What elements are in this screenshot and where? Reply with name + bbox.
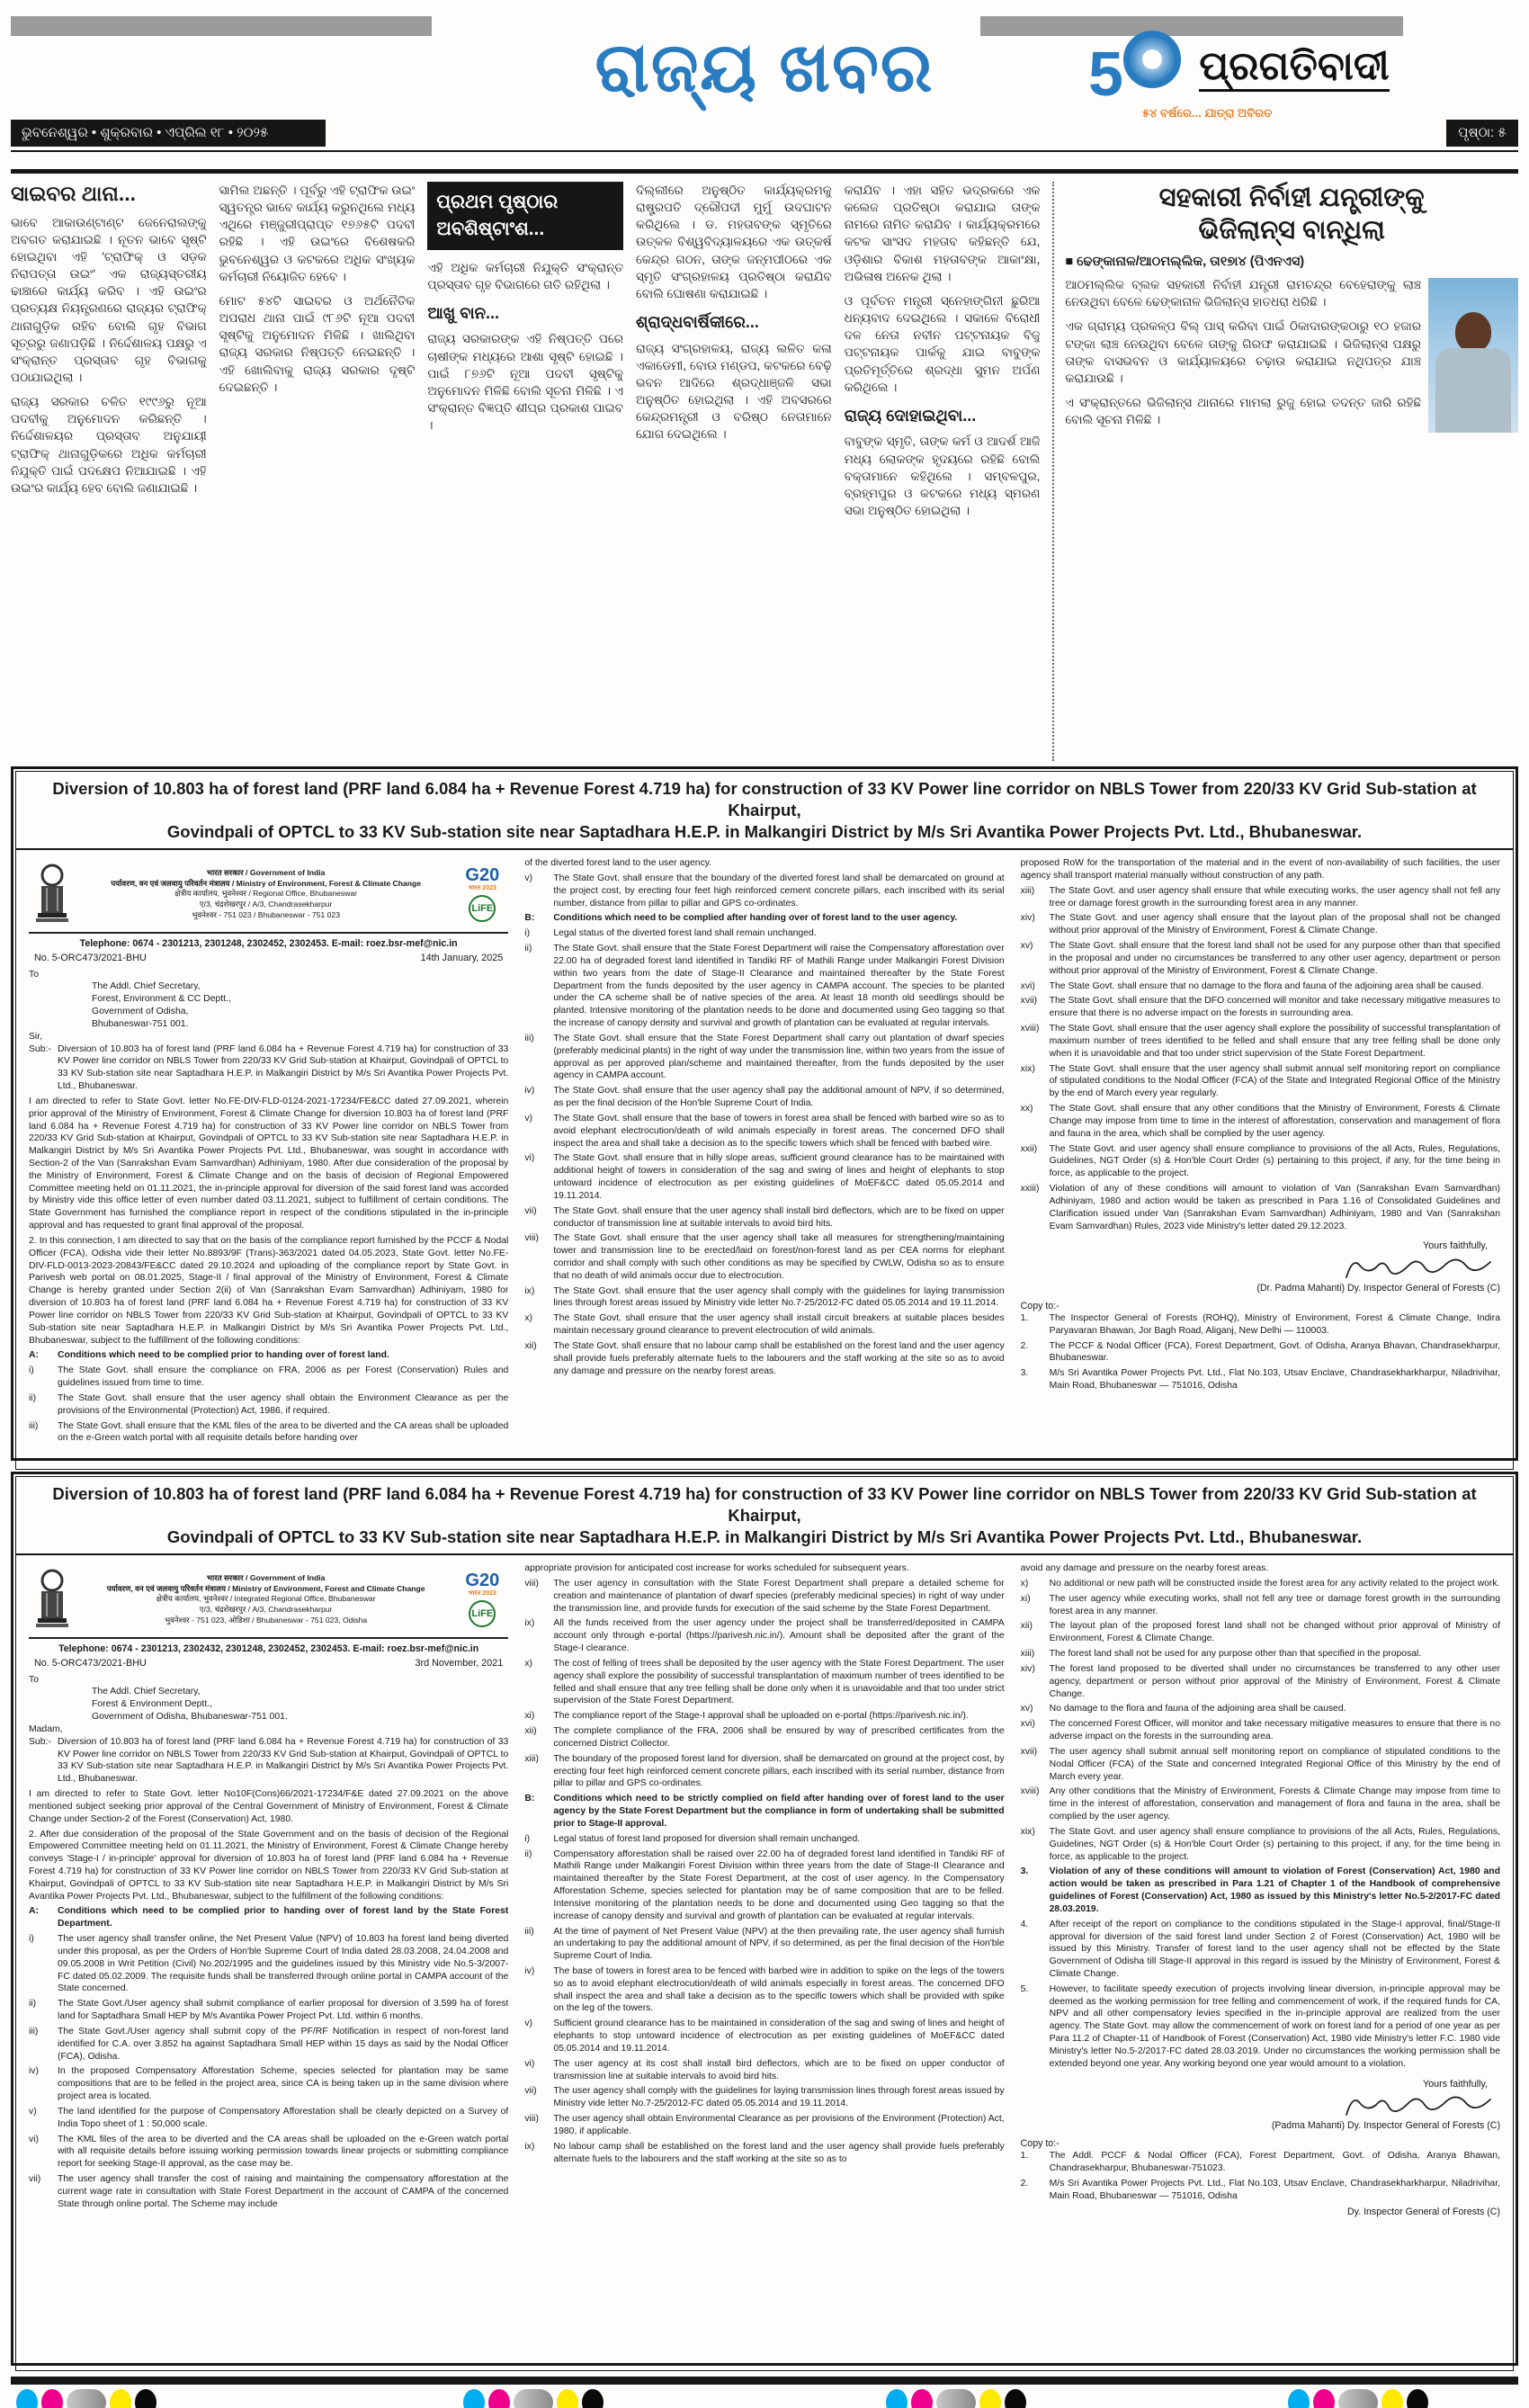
section-title: ରାଜ୍ୟ ଖବର	[595, 30, 934, 106]
masthead-tagline: ୫୪ ବର୍ଷରେ... ଯାତ୍ରା ଅବିରତ	[1142, 106, 1273, 120]
notice-condition-item: iv) The base of towers in forest area to be fenced with barbed wire in addition to spike on the legs of the towers so as to avoid elephant electrocution/death of wild animals especially in forest areas. The concerned DFO shall inspect the area and shall take a decision as to the specific towers which shall be provided with spike on the leg of the towers.	[524, 1965, 1005, 2014]
print-registration-marks	[1288, 2389, 1428, 2408]
notice-condition-item: 4. After receipt of the report on compliance to the conditions stipulated in the Stage-I approval, final/Stage-II approval for diversion of the said forest land under Section 2 of Forest (Conservation) Act, 1980 will be issued by this Ministry. Transfer of forest land to the user agency shall not be effected by the State Government of Odisha till Stage-II approval in this regard is issued by the Ministry of Environment, Forest & Climate Change.	[1020, 1919, 1500, 1979]
notice-condition-item: xiv) The State Govt. and user agency shall ensure that the layout plan of the proposal shall not be changed without prior approval of the Ministry of Environment, Forest & Climate Change.	[1020, 913, 1500, 936]
copy-to-item: 2. The PCCF & Nodal Officer (FCA), Forest Department, Govt. of Odisha, Aranya Bhavan, Chandrasekharpur, Bhubaneswar.	[1020, 1340, 1500, 1364]
notice-condition-item: vi) The user agency at its cost shall install bird deflectors, which are to be fixed on upper conductor of transmission line at suitable intervals to avoid bird hits.	[524, 2058, 1005, 2081]
magenta-dot	[41, 2389, 63, 2408]
news-photo	[1428, 278, 1518, 433]
article-headline: ସାଇବର ଥାନା...	[11, 182, 136, 205]
valediction: Yours faithfully,	[1422, 2078, 1488, 2090]
addressee-line: Forest & Environment Deptt.,	[92, 1699, 212, 1710]
signature-block	[1021, 2078, 1500, 2132]
notice-condition-item: v) The State Govt. shall ensure that the boundary of the diverted forest land shall be demarcated on ground at the project cost, by erecting four feet high reinforced cement concrete pillars, each inscribed with its serial number, distance from pillar to pillar and GPS co-ordinates.	[524, 873, 1005, 909]
copy-to-label: Copy to:-	[1020, 1300, 1060, 1311]
notice1-column-2	[524, 857, 1004, 1462]
notice1-column-1	[29, 857, 508, 1462]
print-registration-marks	[16, 2389, 156, 2408]
notice-condition-item: xvi) The concerned Forest Officer, will monitor and take necessary mitigative measures to ensure that there is no adverse impact on the forests in the surrounding area.	[1020, 1719, 1500, 1742]
notice-condition-item: ii) Compensatory afforestation shall be raised over 22.00 ha of degraded forest land identified in Tandiki RF of Mathili Range under Malkangiri Forest Division within three years from the date of Stage-II Clearance and maintained thereafter by the State Forest Department, at the cost of user agency. In the Compensatory Afforestation Scheme, species selected for plantation may be of same composition that are to be felled. Intensive monitoring of the plantation needs to be done and documented using Geo tagging so that the increase of canopy density and survival and growth of plantation can be evaluated at regular intervals.	[524, 1849, 1005, 1921]
letterhead-gov-line: भारत सरकार / Government of India	[206, 868, 326, 878]
addressee-line: The Addl. Chief Secretary,	[92, 981, 201, 992]
gray-dot	[67, 2389, 106, 2408]
notice-text-item: iii) The State Govt. shall ensure that the KML files of the area to be diverted and the CA areas shall be uploaded on the e-Green watch portal with all requisite details before handing over	[29, 1420, 509, 1444]
cyan-dot	[1288, 2389, 1310, 2408]
notice-title: Diversion of 10.803 ha of forest land (PRF land 6.084 ha + Revenue Forest 4.719 ha) for construction of 33 KV Power line corridor on NBLS Tower from 220/33 KV Grid Sub-station at Khairput, Govindpali of OPTCL to 33 KV Sub-station site near Saptadhara H.E.P. in Malkangiri District by M/s Sri Avantika Power Projects Pvt. Ltd., Bhubaneswar.	[16, 772, 1513, 850]
notice-condition-item: iv) The State Govt. shall ensure that the user agency shall pay the additional amount of NPV, if so determined, as per the final decision of the Hon'ble Supreme Court of India.	[524, 1086, 1005, 1109]
notice-condition-item: viii) The user agency shall obtain Environmental Clearance as per provisions of the Environment (Protection) Act, 1980, if applicable.	[524, 2114, 1005, 2136]
notice-condition-item: B: Conditions which need to be complied after handing over of forest land to the user agency.	[524, 913, 958, 924]
page-number: ପୃଷ୍ଠା: ୫	[1446, 120, 1518, 147]
masthead-logo-cluster	[1088, 31, 1466, 121]
addressee-block	[92, 1686, 508, 1723]
salutation: Madam,	[29, 1723, 63, 1734]
article-paragraph: ରାଜ୍ୟ ସଂଗ୍ରହାଳୟ, ରାଜ୍ୟ ଲଳିତ କଳା ଏକାଡେମୀ, ବୋଉ ମଣ୍ଡପ, କଟକରେ ବେଢ଼ି ଭବନ ଆଦିରେ ଶ୍ରଦ୍ଧାଞ୍ଜଳି ସଭା ଅନୁଷ୍ଠିତ ହୋଇଥିଲା । ଏହି ଅବସରରେ କେନ୍ଦ୍ରମନ୍ତ୍ରୀ ଓ ବରିଷ୍ଠ ନେତାମାନେ ଯୋଗ ଦେଇଥିଲେ ।	[636, 341, 832, 442]
letterhead-address-line1: ए/3, चंद्रशेखरपुर / A/3, Chandrasekharpur	[199, 899, 333, 909]
copy-to-item: 1. The Inspector General of Forests (ROHQ), Ministry of Environment, Forest & Climate Change, Indira Paryavaran Bhawan, Jor Bagh Road, Aliganj, New Delhi — 110003.	[1020, 1312, 1500, 1336]
article-paragraph: ଭାବେ ଆକାଉଣ୍ଟାଣ୍ଟ ଜେନେରାଲଙ୍କୁ ଅବଗତ କରାଯାଇଛି । ନୂତନ ଭାବେ ସୃଷ୍ଟି ହୋଇଥିବା ଏହି 'ଟ୍ରାଫିକ୍ ଓ ସଡ଼କ ନିରାପତ୍ତା ଉଇଂ' ଏକ ରାଜ୍ୟସ୍ତରୀୟ ଢାଞ୍ଚାରେ କାର୍ଯ୍ୟ କରିବ । ଏହି ଉଇଂର ପ୍ରତ୍ୟକ୍ଷ ନିୟନ୍ତ୍ରଣରେ ରାଜ୍ୟର ଟ୍ରାଫିକ୍ ଥାନାଗୁଡ଼ିକ ରହିବ ବୋଲି ଗୃହ ବିଭାଗ ସୂତ୍ରରୁ ଜଣାପଡ଼ିଛି । ନିର୍ଦ୍ଦେଶାଳୟ ପକ୍ଷରୁ ଏ ସଂକ୍ରାନ୍ତ ପ୍ରସ୍ତାବ ଗୃହ ବିଭାଗକୁ ପଠାଯାଇଥିଲା ।	[11, 215, 207, 384]
magenta-dot	[911, 2389, 933, 2408]
signature-icon	[1342, 2092, 1495, 2119]
g20-logo-subtext: भारत 2023	[468, 884, 496, 891]
valediction: Yours faithfully,	[1422, 1240, 1488, 1252]
yellow-dot	[557, 2389, 578, 2408]
black-dot	[135, 2389, 156, 2408]
notice-condition-item: xvii) The user agency shall submit annual self monitoring report on compliance of stipulated conditions to the Nodal Officer (FCA) of the State and concerned Integrated Regional Office of this Ministry by the end of March every year.	[1020, 1746, 1500, 1782]
notice2-column-3	[1021, 1562, 1500, 2363]
notice-condition-item: xi) The user agency while executing works, shall not fell any tree or damage forest growth in the surrounding forest area in any manner.	[1020, 1593, 1500, 1616]
gray-dot	[936, 2389, 976, 2408]
notice-condition-item: xix) The State Govt. shall ensure that the user agency shall submit annual self monitoring report on compliance of stipulated conditions to the Nodal Officer (FCA) of the State and Integrated Regional Office of the Ministry by the end of March every year regularly.	[1020, 1063, 1500, 1099]
article-paragraph: ଦିଲ୍ଲୀରେ ଅନୁଷ୍ଠିତ କାର୍ଯ୍ୟକ୍ରମକୁ ରାଷ୍ଟ୍ରପତି ଦ୍ରୌପଦୀ ମୁର୍ମୁ ଉଦଘାଟନ କରିଥିଲେ । ଡ. ମହତାବଙ୍କ ସ୍ମୃତିରେ ଉତ୍କଳ ବିଶ୍ୱବିଦ୍ୟାଳୟରେ ଏକ ଉତ୍କର୍ଷ କେନ୍ଦ୍ର ଗଠନ, ତାଙ୍କ ଜନ୍ମପୀଠରେ ଏକ ସ୍ମୃତି ସଂଗ୍ରହାଳୟ ପ୍ରତିଷ୍ଠା କରାଯିବ ବୋଲି ଘୋଷଣା କରାଯାଇଛି ।	[636, 184, 832, 300]
letterhead-ministry-line: पर्यावरण, वन एवं जलवायु परिवर्तन मंत्रालय / Ministry of Environment, Forest and Climate Change	[106, 1583, 425, 1593]
gray-dot	[1338, 2389, 1378, 2408]
article-paragraph: ଆଠମଲ୍ଲିକ ବ୍ଲକ ସହକାରୀ ନିର୍ବାହୀ ଯନ୍ତ୍ରୀ ରାମଚନ୍ଦ୍ର ବେହେରାଙ୍କୁ ଲାଞ୍ଚ ନେଉଥିବା ବେଳେ ଢେଙ୍କାନାଳ ଭିଜିଲାନ୍ସ ହାତଧରା ଧରିଛି ।	[1065, 278, 1422, 309]
notice-text-item: ii) The State Govt./User agency shall submit compliance of earlier proposal for diversion of 3.599 ha of forest land for Saptadhara Small HEP by M/s Avantika Power Project Pvt. Ltd. within 6 months.	[29, 1999, 509, 2022]
notice-condition-item: xviii) Any other conditions that the Ministry of Environment, Forests & Climate Change may impose from time to time in the interest of afforestation, conservation and management of flora and fauna in the area, shall be complied by the user agency.	[1020, 1786, 1500, 1822]
article-paragraph: କରାଯିବ । ଏହା ସହିତ ଭଦ୍ରକରେ ଏକ କଲେଜ ପ୍ରତିଷ୍ଠା କରାଯାଇ ତାଙ୍କ ନାମରେ ନାମିତ କରାଯିବ । କାର୍ଯ୍ୟକ୍ରମରେ କଟକ ସାଂସଦ ମହତାବ କହିଛନ୍ତି ଯେ, ଓଡ଼ିଶାର ବିକାଶ ମହତାବଙ୍କ ଆକାଂକ୍ଷା, ଅଭିଳାଷ ଅନେକ ଥିଲା ।	[844, 184, 1041, 283]
notice-text-item: iii) The State Govt./User agency shall submit copy of the PF/RF Notification in respect of non-forest land identified for C.A. over 3.852 ha against Saptadhara Small HEP within 15 days as said by the Nodal Officer (FCA), Odisha.	[29, 2026, 509, 2062]
notice-condition-item: x) The State Govt. shall ensure that the user agency shall install circuit breakers at suitable places besides maintain necessary ground clearance to prevent electrocution of wild animals.	[524, 1313, 1005, 1337]
telephone-line: Telephone: 0674 - 2301213, 2302432, 2301248, 2302452, 2302453. E-mail: roez.bsr-mef@nic.in	[58, 1643, 479, 1655]
letterhead-ministry-line: पर्यावरण, वन एवं जलवायु परिवर्तन मंत्रालय / Ministry of Environment, Forest & Climate Change	[111, 878, 421, 888]
emblem-of-india-icon	[29, 1566, 76, 1633]
letterhead-office-line: क्षेत्रीय कार्यालय, भुवनेश्वर / Integrated Regional Office, Bhubaneswar	[156, 1594, 376, 1604]
notice-condition-item: x) No additional or new path will be constructed inside the forest area for any activity related to the project work.	[1020, 1578, 1500, 1589]
golden-jubilee-50-logo: 5	[1088, 31, 1181, 105]
notice2-column-2	[524, 1562, 1004, 2363]
article-paragraph: ସାମିଲ ଅଛନ୍ତି । ପୂର୍ବରୁ ଏହି ଟ୍ରାଫିକ ଉଇଂ ସ୍ୱତନ୍ତ୍ର ଭାବେ କାର୍ଯ୍ୟ କରୁନଥିଲେ ମଧ୍ୟ ଏଥିରେ ମଞ୍ଜୁରୀପ୍ରାପ୍ତ ୧୭୬୫ଟି ପଦବୀ ରହିଛି । ଏହି ଉଇଂରେ ବିଶେଷକରି ଭୁବନେଶ୍ୱର ଓ କଟକରେ ଅଧିକ ସଂଖ୍ୟକ କର୍ମଚାରୀ ନିୟୋଜିତ ହେବେ ।	[219, 184, 416, 283]
notice-condition-item: vii) The State Govt. shall ensure that the user agency shall install bird deflectors, which are to be fixed on upper conductor of transmission line at suitable intervals to avoid bird hits.	[524, 1205, 1005, 1229]
magenta-dot	[1313, 2389, 1335, 2408]
govt-letterhead	[29, 857, 508, 934]
g20-logo: G20	[465, 1570, 500, 1590]
notice-text-item: A: Conditions which need to be complied prior to handing over of forest land by the State Forest Department.	[29, 1906, 509, 1929]
addressee-block	[92, 980, 508, 1030]
header-gray-bar-left	[11, 16, 432, 36]
letter-date: 3rd November, 2021	[415, 1658, 504, 1669]
addressee-line: The Addl. Chief Secretary,	[92, 1687, 201, 1697]
notice-condition-item: xvi) The State Govt. shall ensure that no damage to the flora and fauna of the adjoining area shall be caused.	[1020, 980, 1484, 991]
article-column-3	[427, 182, 623, 761]
continued-from-page1-box: ପ୍ରଥମ ପୃଷ୍ଠାର ଅବଶିଷ୍ଟାଂଶ...	[427, 182, 623, 250]
notice-condition-item: iii) At the time of payment of Net Present Value (NPV) at the then prevailing rate, the user agency shall furnish an undertaking to pay the additional amount of NPV, if so determined, as per the final decision of the Hon'ble Supreme Court of India.	[524, 1926, 1005, 1962]
dateline: ଭୁବନେଶ୍ୱର • ଶୁକ୍ରବାର • ଏପ୍ରିଲ ୧୮ • ୨୦୨୫	[11, 120, 326, 147]
notice-condition-item: iii) The State Govt. shall ensure that the State Forest Department shall carry out plantation of dwarf species (preferably medicinal plants) in the right of way under the transmission line, within two years from the issue of approval as per approved plan/scheme and maintained thereafter, from the funds deposited by the user agency in CAMPA account.	[524, 1033, 1005, 1081]
cyan-dot	[886, 2389, 908, 2408]
g20-logo: G20	[465, 864, 500, 885]
notice-condition-item: xvii) The State Govt. shall ensure that the DFO concerned will monitor and take necessary mitigative measures to ensure that there is no adverse impact on the forests in surrounding area.	[1020, 996, 1500, 1019]
notice-text-item: Sub:- Diversion of 10.803 ha of forest land (PRF land 6.084 ha + Revenue Forest 4.719 ha) for construction of 33 KV Power line corridor on NBLS Tower from 220/33 KV Grid Sub-station at Khairput, Govindpali of OPTCL to 33 KV Sub-station site near Saptadhara H.E.P. in Malkangiri District by M/s Sri Avantika Power Projects Pvt. Ltd., Bhubaneswar.	[29, 1736, 509, 1785]
emblem-of-india-icon	[29, 861, 76, 927]
notice-title: Diversion of 10.803 ha of forest land (PRF land 6.084 ha + Revenue Forest 4.719 ha) for construction of 33 KV Power line corridor on NBLS Tower from 220/33 KV Grid Sub-station at Khairput, Govindpali of OPTCL to 33 KV Sub-station site near Saptadhara H.E.P. in Malkangiri District by M/s Sri Avantika Power Projects Pvt. Ltd., Bhubaneswar.	[16, 1477, 1513, 1555]
article-subhead: ଆଖୁ ବାନ...	[427, 303, 500, 322]
cyan-dot	[16, 2389, 38, 2408]
notice-text-item: i) The user agency shall transfer online, the Net Present Value (NPV) of 10.803 ha forest land being diverted under this proposal, as per the Orders of Hon'ble Supreme Court of India dated 28.03.2008, 24.04.2008 and 09.05.2008 in Writ Petition (Civil) No.202/1995 and the guidelines issued by this Ministry vide No.5-3/2007-FC dated 05.02.2009. The requisite funds shall be transferred through online portal in CAMPA account of the State concerned.	[29, 1934, 509, 1994]
notice-text-item: v) The land identified for the purpose of Compensatory Afforestation shall be clearly depicted on a Survey of India Topo sheet of 1 : 50,000 scale.	[29, 2106, 509, 2129]
notice-condition-item: xii) The layout plan of the proposed forest land shall not be changed without prior approval of Ministry of Environment, Forest & Climate Change.	[1020, 1621, 1500, 1644]
black-dot	[1407, 2389, 1428, 2408]
notice-condition-item: xv) No damage to the flora and fauna of the adjoining area shall be caused.	[1020, 1704, 1346, 1714]
notice-condition-item: xix) The State Govt. and user agency shall ensure compliance to provisions of the all Acts, Rules, Regulations, Guidelines, NGT Order (s) & Hon'ble Court Order (s) pertaining to this project, if any, for the time being in force, as applicable to the project.	[1020, 1826, 1500, 1862]
notice-condition-item: proposed RoW for the transportation of the material and in the event of non-availability of such facilities, the user agency shall transport material manually without construction of any path.	[1020, 858, 1500, 881]
notice-condition-item: xxii) The State Govt. and user agency shall ensure compliance to provisions of the all Acts, Rules, Regulations, Guidelines, NGT Order (s) & Hon'ble Court Order (s) pertaining to this project, if any, for the time being in force, as applicable to the project.	[1020, 1143, 1500, 1179]
letterhead-office-line: क्षेत्रीय कार्यालय, भुवनेश्वर / Regional Office, Bhubaneswar	[174, 889, 358, 899]
notice-condition-item: 5. However, to facilitate speedy execution of projects involving linear diversion, in-principle approval may be deemed as the working permission for tree felling and commencement of work, if the required funds for CA, NPV and all other compensatory levies specified in the in-principle approval are realized from the user agency. The State Govt. may allow the commencement of work on forest land for a period of one year as per Para 11.2 of Chapter-11 of Handbook of Forest (Conservation) Act, 1980 vide Ministry's letter F.C. 1980 vide Ministry's letter No.5-2/2017-FC dated 28.03.2019. Under no circumstances the working permission shall be extended beyond one year. Any working beyond one year would amount to a violation.	[1020, 1983, 1500, 2069]
notice-condition-item: i) Legal status of the diverted forest land shall remain unchanged.	[524, 928, 817, 939]
notice-text-item: ii) The State Govt. shall ensure that the user agency shall obtain the Environment Clearance as per the provisions of the Environmental (Protection) Act, 1986, if required.	[29, 1392, 509, 1416]
addressee-line: Forest, Environment & CC Deptt.,	[92, 994, 231, 1005]
addressee-line: Government of Odisha,	[92, 1007, 189, 1017]
signature-icon	[1342, 1255, 1495, 1282]
article-paragraph: ଓ ପୂର୍ବତନ ମନ୍ତ୍ରୀ ସ୍ନେହାଙ୍ଗିନୀ ଛୁରିଆ ଧନ୍ୟବାଦ ଦେଇଥିଲେ । ସକାଳେ ବିରୋଧୀ ଦଳ ନେତା ନବୀନ ପଟ୍ଟନାୟକ ବିଜୁ ପଟ୍ଟନାୟକ ପାର୍କକୁ ଯାଇ ବାବୁଙ୍କ ପ୍ରତିମୂର୍ତ୍ତିରେ ଶ୍ରଦ୍ଧା ସୁମନ ଅର୍ପଣ କରିଥିଲେ ।	[844, 293, 1041, 394]
notice-condition-item: xiv) The forest land proposed to be diverted shall under no circumstances be transferred to any other user agency, department or person without prior approval of the Ministry of Environment, Forest & Climate Change.	[1020, 1663, 1500, 1699]
notice-text-item: vii) The user agency shall transfer the cost of raising and maintaining the compensatory afforestation at the current wage rate in consultation with State Forest Department in the account of CAMPA of the concerned State through online portal. The Scheme may include	[29, 2174, 509, 2209]
article-paragraph: ଏକ ଗ୍ରାମ୍ୟ ପ୍ରକଳ୍ପ ବିଲ୍ ପାସ୍ କରିବା ପାଇଁ ଠିକାଦାରଙ୍କଠାରୁ ୧୦ ହଜାର ଟଙ୍କା ଲାଞ୍ଚ ନେଉଥିବା ବେଳେ ତାଙ୍କୁ ଗିରଫ କରାଯାଇଛି । ଭିଜିଲାନ୍ସ ପକ୍ଷରୁ ତାଙ୍କ ବାସଭବନ ଓ କାର୍ଯ୍ୟାଳୟରେ ଚଢ଼ାଉ କରାଯାଇ ନଥିପତ୍ର ଯାଞ୍ଚ କରାଯାଉଛି ।	[1065, 319, 1422, 385]
notice-condition-item: vii) The user agency shall comply with the guidelines for laying transmission lines through forest areas issued by Ministry vide letter No.7-25/2012-FC dated 05.05.2014 and 19.11.2014.	[524, 2086, 1005, 2109]
copy-to-label: Copy to:-	[1020, 2138, 1060, 2150]
letterhead-address-line2: भुवनेश्वर - 751 023 / Bhubaneswar - 751 023	[192, 909, 340, 919]
notice-condition-item: v) Sufficient ground clearance has to be maintained in consideration of the sag and swing of lines and height of elephants to stop untoward incidence of electrocution as per existing guidelines of MoEF&CC dated 05.05.2014 and 19.11.2014.	[524, 2019, 1005, 2054]
notice-condition-item: xiii) The forest land shall not be used for any purpose other than that specified in the proposal.	[1020, 1649, 1422, 1660]
notice-text-item: A: Conditions which need to be complied prior to handing over of forest land.	[29, 1350, 389, 1361]
article-paragraph: ରାଜ୍ୟ ସରକାରଙ୍କ ଏହି ନିଷ୍ପତ୍ତି ପରେ ଚାଷୀଙ୍କ ମଧ୍ୟରେ ଆଶା ସୃଷ୍ଟି ହୋଇଛି । ପାଇଁ ୮୭୬ଟି ନୂଆ ପଦବୀ ସୃଷ୍ଟିକୁ ଅନୁମୋଦନ ମିଳିଛି ବୋଲି ସୂଚନା ମିଳିଛି । ଏ ସଂକ୍ରାନ୍ତ ବିଜ୍ଞପ୍ତି ଶୀଘ୍ର ପ୍ରକାଶ ପାଇବ ।	[427, 332, 624, 433]
article-column-6	[1052, 182, 1518, 761]
black-dot	[1005, 2389, 1026, 2408]
article-subhead: ରାଜ୍ୟ ଦୋହାଇଥିବା...	[844, 406, 977, 425]
notice-condition-item: xiii) The boundary of the proposed forest land for diversion, shall be demarcated on ground at the project cost, by erecting four feet high reinforced cement concrete pillars, each inscribed with its serial number, distance from pillar to pillar and GPS co-ordinates.	[524, 1753, 1005, 1789]
header-rule-thin	[11, 150, 1518, 152]
notice-condition-item: ix) No labour camp shall be established on the forest land and the user agency shall provide fuels preferably alternate fuels to the labourers and the staff working at the site so as to	[524, 2141, 1005, 2164]
article-paragraph: ଏହି ଅଧିକ କର୍ମଚାରୀ ନିଯୁକ୍ତି ସଂକ୍ରାନ୍ତ ପ୍ରସ୍ତାବ ଗୃହ ବିଭାଗରେ ଗତି ରହିଥିଲା ।	[427, 260, 624, 291]
print-registration-marks	[886, 2389, 1026, 2408]
govt-letterhead	[29, 1562, 508, 1639]
yellow-dot	[110, 2389, 131, 2408]
notice1-column-3	[1021, 857, 1500, 1462]
cyan-dot	[463, 2389, 485, 2408]
notice-condition-item: xii) The complete compliance of the FRA, 2006 shall be ensured by way of prescribed certificates from the concerned District Collector.	[524, 1726, 1005, 1749]
letterhead-address-line2: भुवनेश्वर - 751 023, ओडिशा / Bhubaneswar - 751 023, Odisha	[165, 1615, 368, 1625]
article-paragraph: ଏ ସଂକ୍ରାନ୍ତରେ ଭିଜିଲାନ୍ସ ଥାନାରେ ମାମଲା ରୁଜୁ ହୋଇ ତଦନ୍ତ ଜାରି ରହିଛି ବୋଲି ସୂଚନା ମିଳିଛି ।	[1065, 396, 1422, 427]
notice-condition-item: viii) The State Govt. shall ensure that the user agency shall take all measures for strengthening/maintaining tower and transmission line to be erected/laid on forest/non-forest land as per CEA norms for elephant corridor and shall comply with such other conditions as may be specified by CWLW, Odisha so as to ensure that no death of wild animals occur due to electrocution.	[524, 1233, 1005, 1281]
notice-condition-item: xx) The State Govt. shall ensure that any other conditions that the Ministry of Environment, Forests & Climate Change may impose from time to time in the interest of afforestation, conservation and management of flora and fauna in the area, which shall be complied by the user agency.	[1020, 1104, 1500, 1139]
article-column-5	[845, 182, 1041, 761]
article-subhead: ଶ୍ରାଦ୍ଧବାର୍ଷିକୀରେ...	[636, 313, 759, 332]
notice-condition-item: xv) The State Govt. shall ensure that the forest land shall not be used for any purpose other than that specified in the proposal and under no circumstances be transferred to any other user agency, department or person without prior approval of the Ministry of Environment, Forest & Climate Change.	[1020, 941, 1500, 976]
forest-diversion-notice-2	[11, 1472, 1518, 2366]
copy-to-item: 3. M/s Sri Avantika Power Projects Pvt. Ltd., Flat No.103, Utsav Enclave, Chandrasekharkharpur, Niladrivihar, Main Road, Bhubaneswar — 751016, Odisha	[1020, 1368, 1500, 1391]
notice-text-item: vi) The KML files of the area to be diverted and the CA areas shall be uploaded on the e-Green watch portal with all requisite details before issuing working permission towards linear projects or submitting compliance report for seeking Stage-II approval, as the case may be.	[29, 2134, 509, 2170]
byline: ■ ଢେଙ୍କାନାଳ/ଆଠମଲ୍ଲିକ, ତା୧୭ା୪ (ପିଏନଏସ)	[1065, 254, 1305, 269]
article-paragraph: ରାଜ୍ୟ ସରକାର ଚଳିତ ୧୯୯୬ରୁ ନୂଆ ପଦବୀକୁ ଅନୁମୋଦନ କରିଛନ୍ତି । ନିର୍ଦ୍ଦେଶାଳୟର ପ୍ରସ୍ତାବ ଅନୁଯାୟୀ ଟ୍ରାଫିକ୍ ଥାନାଗୁଡ଼ିକରେ ଅଧିକ କର୍ମଚାରୀ ନିଯୁକ୍ତି ପାଇଁ ପଦକ୍ଷେପ ନିଆଯାଇଛି । ଏହି ଉଇଂର କାର୍ଯ୍ୟ ହେବ ବୋଲି ଜଣାଯାଇଛି ।	[11, 395, 207, 495]
notice-text-item: Sub:- Diversion of 10.803 ha of forest land (PRF land 6.084 ha + Revenue Forest 4.719 ha) for construction of 33 KV Power line corridor on NBLS Tower from 220/33 KV Grid Sub-station at Khairput, Govindpali of OPTCL to 33 KV Sub-station site near Saptadhara H.E.P. in Malkangiri District by M/s Sri Avantika Power Projects Pvt. Ltd., Bhubaneswar.	[29, 1043, 509, 1092]
notice-text-item: iv) In the proposed Compensatory Afforestation Scheme, species selected for plantation may be same compositions that are to be felled in the project area, since CA is being taken up in the same division where project area is located.	[29, 2066, 509, 2102]
notice-condition-item: ix) All the funds received from the user agency under the project shall be transferred/deposited in CAMPA account only through e-portal (https://parivesh.nic.in/). Amount shall be deposited after the grant of the Stage-I clearance.	[524, 1618, 1005, 1654]
notice2-column-1	[29, 1562, 508, 2363]
letterhead-gov-line: भारत सरकार / Government of India	[206, 1573, 326, 1583]
letterhead-address-line1: ए/3, चंद्रशेखरपुर / A/3, Chandrasekharpur	[199, 1604, 333, 1614]
magenta-dot	[488, 2389, 510, 2408]
life-logo: LiFE	[469, 895, 496, 922]
notice-text-item: 2. In this connection, I am directed to say that on the basis of the compliance report furnished by the PCCF & Nodal Officer (FCA), Odisha vide their letter No.8893/9F (Trans)-363/2021 dated 04.05.2023, State Govt. letter No.FE-DIV-FLD-0013-2023-20843/FE&CC dated 29.10.2024 and uploading of the compliance report by State Govt. in Parivesh web portal on 08.01.2025, Stage-II / final approval of the Ministry of Environment, Forest & Climate Change is hereby granted under Section 2(ii) of Van (Sanrakshan Evam Samvardhan) Adhiniyam, 1980 for diversion of 10.803 ha of forest land (PRF land 6.084 ha + Revenue Forest 4.719 ha) for construction of 33 KV Power line corridor on NBLS Tower from 220/33 KV Grid Sub-station at Khairput, Govindpali of OPTCL to 33 KV Sub-station site near Saptadhara H.E.P. in Malkangiri District by M/s Sri Avantika Power Projects Pvt. Ltd., Bhubaneswar, subject to the fulfillment of the following conditions:	[29, 1235, 509, 1346]
reference-number: No. 5-ORC473/2021-BHU	[34, 953, 147, 964]
addressee-line: Government of Odisha, Bhubaneswar-751 001.	[92, 1712, 288, 1723]
article-column-2	[219, 182, 416, 761]
masthead-name: ପ୍ରଗତିବାଦୀ	[1199, 44, 1389, 93]
notice-text-item: i) The State Govt. shall ensure the compliance on FRA, 2006 as per Forest (Conservation) Rules and guidelines issued from time to time.	[29, 1365, 509, 1389]
notice-condition-item: xiii) The State Govt. and user agency shall ensure that while executing works, the user agency shall not fell any tree or damage forest growth in the surrounding forest area in any manner.	[1020, 885, 1500, 909]
notice-condition-item: x) The cost of felling of trees shall be deposited by the user agency with the State Forest Department. The user agency shall explore the possibility of successful transplantation of maximum number of trees identified to be felled and shall ensure that any tree felling shall be done only when it is unavoidable and that too under strict supervision of the State Forest Department.	[524, 1658, 1005, 1706]
signatory-name: (Dr. Padma Mahanti) Dy. Inspector General of Forests (C)	[1256, 1282, 1500, 1294]
gray-dot	[514, 2389, 553, 2408]
notice-text-item: I am directed to refer to State Govt. letter No10F(Cons)66/2021-17234/F&E dated 27.09.2021 on the above mentioned subject seeking prior approval of the Central Government of Ministry of Environment, Forest & Climate Change under Section-2 of the Forest (Conservation) Act, 1980.	[29, 1789, 509, 1824]
to-label: To	[29, 969, 39, 980]
notice-condition-item: v) The State Govt. shall ensure that the base of towers in forest area shall be fenced with barbed wire so as to avoid elephant electrocution/death of wild animals especially in forest areas. The concerned DFO shall inspect the area and shall take a decision as to the specific towers which shall be fenced with barbed wire.	[524, 1113, 1005, 1149]
notice-condition-item: ix) The State Govt. shall ensure that the user agency shall comply with the guidelines for laying transmission lines through forest areas issued by Ministry vide letter No.7-25/2012-FC dated 05.05.2014 and 19.11.2014.	[524, 1285, 1005, 1309]
notice-condition-item: viii) The user agency in consultation with the State Forest Department shall prepare a detailed scheme for creation and maintenance of plantation of dwarf species (preferably medicinal species) in right of way under the transmission line, and provide funds for execution of the said scheme by the State Forest Department.	[524, 1578, 1005, 1614]
notice-condition-item: 3. Violation of any of these conditions will amount to violation of Forest (Conservation) Act, 1980 and action would be taken as prescribed in Para 1.21 of Chapter 1 of the Handbook of comprehensive guidelines of Forest (Conservation) Act, 1980 as issued by this Ministry's letter No.5-2/2017-FC dated 28.03.2019.	[1020, 1866, 1500, 1914]
article-paragraph: ମୋଟ ୫୪ଟି ସାଇବର ଓ ଅର୍ଥନୈତିକ ଅପରାଧ ଥାନା ପାଇଁ ୯୮୬ଟି ନୂଆ ପଦବୀ ସୃଷ୍ଟିକୁ ଅନୁମୋଦନ ମିଳିଛି । ଖାଲିଥିବା ରାଜ୍ୟ ସରକାର ନିଷ୍ପତ୍ତି ନେଇଛନ୍ତି । ଏହି ଖୋଲିବାକୁ ରାଜ୍ୟ ସରକାର ଦୃଷ୍ଟି ଦେଇଛନ୍ତି ।	[219, 293, 416, 394]
notice-condition-item: appropriate provision for anticipated cost increase for works scheduled for subsequent years.	[524, 1563, 909, 1574]
telephone-line: Telephone: 0674 - 2301213, 2301248, 2302452, 2302453. E-mail: roez.bsr-mef@nic.in	[79, 938, 458, 950]
yellow-dot	[1381, 2389, 1403, 2408]
life-logo: LiFE	[469, 1600, 496, 1627]
g20-logo-subtext: भारत 2023	[468, 1589, 496, 1597]
notice-condition-item: i) Legal status of forest land proposed for diversion shall remain unchanged.	[524, 1833, 861, 1844]
footer-rule	[11, 2377, 1518, 2385]
notice-condition-item: ii) The State Govt. shall ensure that the State Forest Department will raise the Compensatory afforestation over 22.00 ha of degraded forest land identified in Tandiki RF of Mathili Range under Malkangiri Forest Division within two years from the date of Stage-II Clearance and maintained thereafter by the State Forest Department from the funds deposited by the user agency in CAMPA account. The species to be planted under the CA scheme shall be of native species of the area. At least 18 month old seedlings should be planted. Intensive monitoring of the plantation needs to be done and documented using Geo tagging so that the increase of canopy density and survival and growth of plantation can be evaluated at regular intervals.	[524, 944, 1005, 1029]
addressee-line: Bhubaneswar-751 001.	[92, 1018, 189, 1029]
to-label: To	[29, 1674, 39, 1685]
article-column-4	[636, 182, 832, 761]
signature-block	[1021, 1240, 1500, 1294]
black-dot	[582, 2389, 604, 2408]
article-column-1	[11, 182, 207, 761]
notice-text-item: 2. After due consideration of the proposal of the State Government and on the basis of decision of the Regional Empowered Committee meeting held on 01.11.2021, the Ministry of Environment, Forest & Climate Change hereby conveys 'Stage-I / in-principle' approval for diversion of 10.803 ha of forest land (PRF land 6.084 ha + Revenue Forest 4.719 ha) for construction of 33 KV Power line corridor on NBLS Tower from 220/33 KV Grid Sub-station at Khairput, Govindpali of OPTCL to 33 KV Sub-station site near Saptadhara H.E.P. in Malkangiri District by M/s Sri Avantika Power Projects Pvt. Ltd., Bhubaneswar, subject to the fulfillment of the following conditions:	[29, 1829, 509, 1902]
notice-condition-item: B: Conditions which need to be strictly complied on field after handing over of forest land to the user agency by the State Forest Department but the compliance in form of undertaking shall be submitted prior to Stage-II approval.	[524, 1794, 1005, 1829]
reference-number: No. 5-ORC473/2021-BHU	[34, 1658, 147, 1669]
notice-condition-item: of the diverted forest land to the user agency.	[524, 858, 712, 869]
notice-condition-item: xii) The State Govt. shall ensure that no labour camp shall be established on the forest land and the user agency shall provide fuels preferably alternate fuels to the labourers and the staff working at the site so as to avoid any damage and pressure on the nearby forest areas.	[524, 1340, 1005, 1376]
article-paragraph: ବାବୁଙ୍କ ସ୍ମୃତି, ତାଙ୍କ କର୍ମ ଓ ଆଦର୍ଶ ଆଜି ମଧ୍ୟ ଲୋକଙ୍କ ହୃଦୟରେ ରହିଛି ବୋଲି ବକ୍ତାମାନେ କହିଥିଲେ । ସମ୍ବଳପୁର, ବ୍ରହ୍ମପୁର ଓ କଟକରେ ମଧ୍ୟ ସ୍ମରଣ ସଭା ଅନୁଷ୍ଠିତ ହୋଇଥିଲା ।	[844, 434, 1041, 518]
yellow-dot	[979, 2389, 1001, 2408]
print-registration-marks	[463, 2389, 604, 2408]
notice-condition-item: vi) The State Govt. shall ensure that in hilly slope areas, sufficient ground clearance has to be maintained with additional height of towers in consideration of the sag and swing of lines and height of elephants to stop untoward incidence of electrocution as per existing guidelines of MoEF&CC dated 05.05.2014 and 19.11.2014.	[524, 1153, 1005, 1201]
notice-condition-item: xi) The compliance report of the Stage-I approval shall be uploaded on e-portal (https://parivesh.nic.in/).	[524, 1711, 969, 1722]
header-rule-thick	[11, 169, 1518, 174]
salutation: Sir,	[29, 1031, 43, 1042]
notice-condition-item: xxiii) Violation of any of these conditions will amount to violation of Van (Sanrakshan Evam Samvardhan) Adhiniyam, 1980 and action would be taken as prescribed in Para 1.16 of Consolidated Guidelines and Clarification issued under Van (Sanrakshan Evam Samvardhan) Adhiniyam, 1980 and Van (Sanrakshan Evam Samvardhan) Rules, 2023 vide Ministry's letter dated 29.12.2023.	[1020, 1184, 1500, 1231]
lead-headline: ସହକାରୀ ନିର୍ବାହୀ ଯନ୍ତ୍ରୀଙ୍କୁ ଭିଜିଲାନ୍ସ ବାନ୍ଧିଲା	[1158, 184, 1425, 246]
letter-date: 14th January, 2025	[420, 953, 504, 964]
notice-text-item: I am directed to refer to State Govt. letter No.FE-DIV-FLD-0124-2021-17234/FE&CC dated 27.09.2021, wherein prior approval of the Ministry of Environment, Forest & Climate Change for diversion 10.803 ha of forest land (PRF land 6.084 ha + Revenue Forest 4.719 ha) for construction of 33 KV Power line corridor on NBLS Tower from 220/33 KV Grid Sub-station at Khairput, Govindpali of OPTCL to 33 KV Sub-station site near Saptadhara H.E.P. in Malkangiri District by M/s Sri Avantika Power Projects Pvt. Ltd., Bhubaneswar, was sought in accordance with Section-2 of the Van (Sanrakshan Evam Samvardhan) Adhiniyam, 1980. After due consideration of the proposal by the Ministry of Environment, Forest & Climate Change and on the basis of decision of Regional Empowered Committee meeting held on 01.11.2021, the in-principle approval for diversion of the said forest land was accorded by Ministry vide this office letter of even number dated 03.11.2021, subject to fulfillment of certain conditions. The State Government has furnished the compliance report in respect of the conditions stipulated in the in-principle approval and has requested to grant final approval of the proposal.	[29, 1096, 509, 1231]
signatory-name: (Padma Mahanti) Dy. Inspector General of Forests (C)	[1271, 2119, 1500, 2131]
odia-article-band	[11, 182, 1518, 761]
forest-diversion-notice-1	[11, 766, 1518, 1461]
bottom-signatory-title: Dy. Inspector General of Forests (C)	[1347, 2207, 1500, 2218]
copy-to-item: 1. The Addl. PCCF & Nodal Officer (FCA), Forest Department, Govt. of Odisha, Aranya Bhawan, Chandrasekharpur, Bhubaneswar-751023.	[1020, 2151, 1500, 2173]
copy-to-item: 2. M/s Sri Avantika Power Projects Pvt. Ltd., Flat No.103, Utsav Enclave, Chandrasekharkharpur, Niladrivihar, Main Road, Bhubaneswar — 751016, Odisha	[1020, 2178, 1500, 2201]
notice-condition-item: xviii) The State Govt. shall ensure that the user agency shall explore the possibility of successful transplantation of maximum number of trees identified to be felled and shall ensure that any tree felling shall be done only when it is unavoidable and that too under strict supervision of the State Forest Department.	[1020, 1024, 1500, 1059]
notice-condition-item: avoid any damage and pressure on the nearby forest areas.	[1020, 1563, 1269, 1574]
